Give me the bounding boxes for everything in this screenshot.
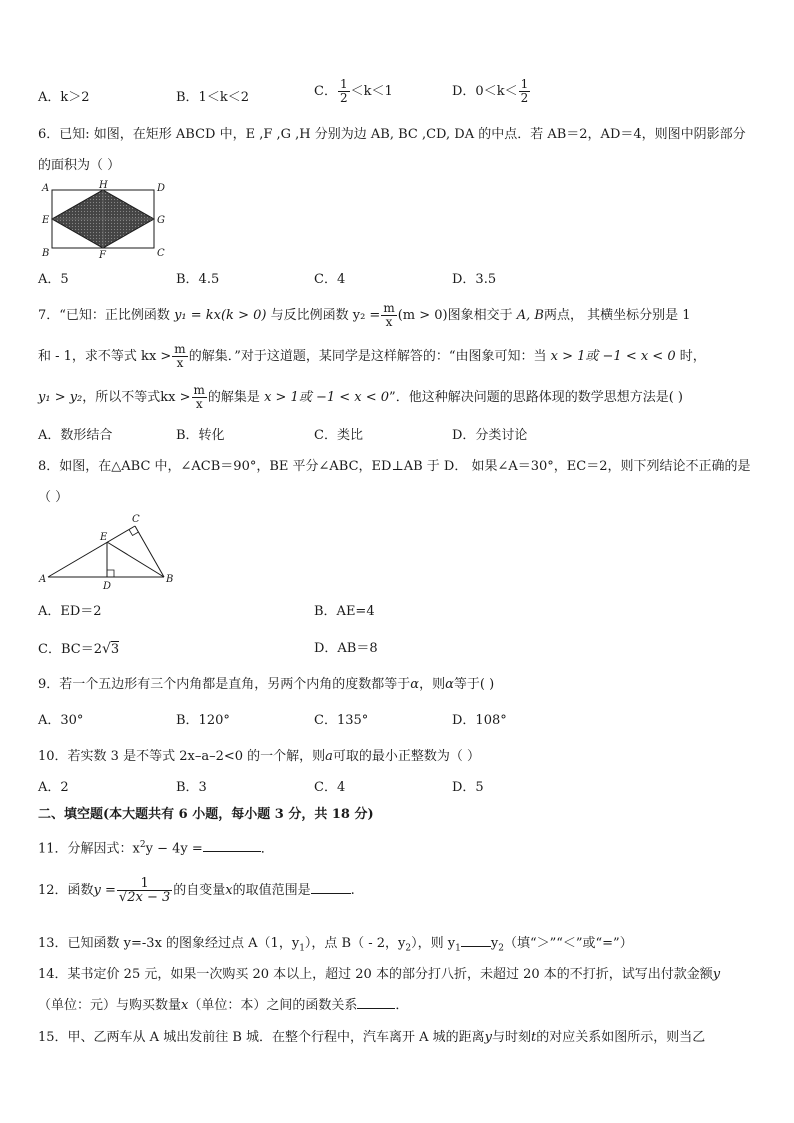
q6-option-a: A．5 <box>38 272 69 287</box>
q8-label-e: E <box>100 532 108 543</box>
q6-label-a: A <box>42 183 50 194</box>
q9-option-c: C．135° <box>314 713 369 728</box>
q8-stem-line1: 8．如图，在△ABC 中，∠ACB＝90°，BE 平分∠ABC，ED⊥AB 于 D． 如果∠A＝30°，EC＝2，则下列结论不正确的是 <box>38 459 751 474</box>
q6-label-e: E <box>42 215 50 226</box>
q10-option-b: B．3 <box>176 780 207 795</box>
q11-stem: 11．分解因式：$x^2y - 4y$ = ． <box>38 840 274 857</box>
q5-option-a: A．k＞2 <box>38 90 90 105</box>
q8-option-c: C．BC＝2√3 <box>38 641 120 657</box>
q8-option-a: A．ED＝2 <box>38 604 102 619</box>
q5-option-d: D．0＜k＜ $\frac{1}{2}$ <box>452 77 529 105</box>
q6-option-d: D．3.5 <box>452 272 497 287</box>
q14-answer-blank <box>357 1008 395 1009</box>
q10-stem: 10．若实数 3 是不等式 2x–a–2<0 的一个解，则a可取的最小正整数为（ ） <box>38 749 481 764</box>
q6-stem-line1: 6．已知: 如图，在矩形 ABCD 中，E ,F ,G ,H 分别为边 AB, BC ,CD, DA 的中点．若 AB＝2，AD＝4，则图中阴影部分 <box>38 127 746 142</box>
q6-rectangle-figure <box>38 180 168 260</box>
q6-label-c: C <box>157 248 165 259</box>
q12-answer-blank <box>311 893 351 894</box>
q7-option-d: D．分类讨论 <box>452 428 528 443</box>
q9-option-d: D．108° <box>452 713 507 728</box>
q7-option-b: B．转化 <box>176 428 225 443</box>
q5-option-c: C． $\frac{1}{2}$ ＜k＜1 <box>314 77 393 105</box>
q8-triangle-figure <box>36 512 186 592</box>
q10-option-a: A．2 <box>38 780 69 795</box>
q8-option-d: D．AB＝8 <box>314 641 378 656</box>
q7-option-c: C．类比 <box>314 428 363 443</box>
q6-label-f: F <box>99 250 106 260</box>
q10-option-d: D．5 <box>452 780 484 795</box>
q8-stem-line2: （ ） <box>38 490 69 505</box>
q7-stem-line3: y₁ > y₂，所以不等式kx > $\frac{m}{x}$ 的解集是 x > 1或 −1 < x < 0”．他这种解决问题的思路体现的数学思想方法是( ) <box>38 383 683 411</box>
q10-option-c: C．4 <box>314 780 346 795</box>
q5-option-b: B．1＜k＜2 <box>176 90 249 105</box>
q14-stem-line1: 14．某书定价 25 元，如果一次购买 20 本以上，超过 20 本的部分打八折，未超过 20 本的不打折，试写出付款金额y <box>38 967 721 982</box>
q6-label-d: D <box>157 183 166 194</box>
q13-stem: 13．已知函数 y=-3x 的图象经过点 A（1，$y_1$），点 B（ - 2，$y_2$），则 $y_1$ $y_2$（填“＞”“＜”或“=”） <box>38 936 633 954</box>
q6-stem-line2: 的面积为（ ） <box>38 158 121 173</box>
q6-label-b: B <box>42 248 50 259</box>
q7-option-a: A．数形结合 <box>38 428 113 443</box>
q8-option-b: B．AE=4 <box>314 604 375 619</box>
q14-stem-line2: （单位：元）与购买数量x（单位：本）之间的函数关系 ． <box>38 998 409 1013</box>
q9-option-b: B．120° <box>176 713 230 728</box>
q9-option-a: A．30° <box>38 713 84 728</box>
q12-stem: 12．函数y = $\frac{1}{√2x - 3}$ 的自变量x的取值范围是 . <box>38 876 355 905</box>
q13-answer-blank <box>461 946 491 947</box>
q6-option-b: B．4.5 <box>176 272 220 287</box>
q8-label-d: D <box>103 581 112 592</box>
q7-stem-line2: 和 - 1，求不等式 kx > $\frac{m}{x}$ 的解集．”对于这道题，某同学是这样解答的：“由图象可知：当 x > 1或 −1 < x < 0 时， <box>38 342 706 370</box>
q9-stem: 9．若一个五边形有三个内角都是直角，另两个内角的度数都等于α，则α等于( ) <box>38 677 495 692</box>
q8-label-b: B <box>166 574 174 585</box>
q7-stem-line1: 7．“已知：正比例函数 y₁ = kx(k > 0) 与反比例函数 y₂ = $\frac{m}{x}$ (m > 0)图象相交于 A, B两点， 其横坐标分别是 1 <box>38 301 691 329</box>
q8-label-c: C <box>132 514 140 525</box>
q8-label-a: A <box>39 574 47 585</box>
q6-label-h: H <box>99 180 108 191</box>
section-heading-fill-in: 二、填空题(本大题共有 6 小题，每小题 3 分，共 18 分) <box>38 807 374 822</box>
q15-stem: 15．甲、乙两车从 A 城出发前往 B 城．在整个行程中，汽车离开 A 城的距离y与时刻t的对应关系如图所示，则当乙 <box>38 1030 706 1045</box>
q11-answer-blank <box>203 851 261 852</box>
q6-option-c: C．4 <box>314 272 346 287</box>
q6-label-g: G <box>157 215 165 226</box>
